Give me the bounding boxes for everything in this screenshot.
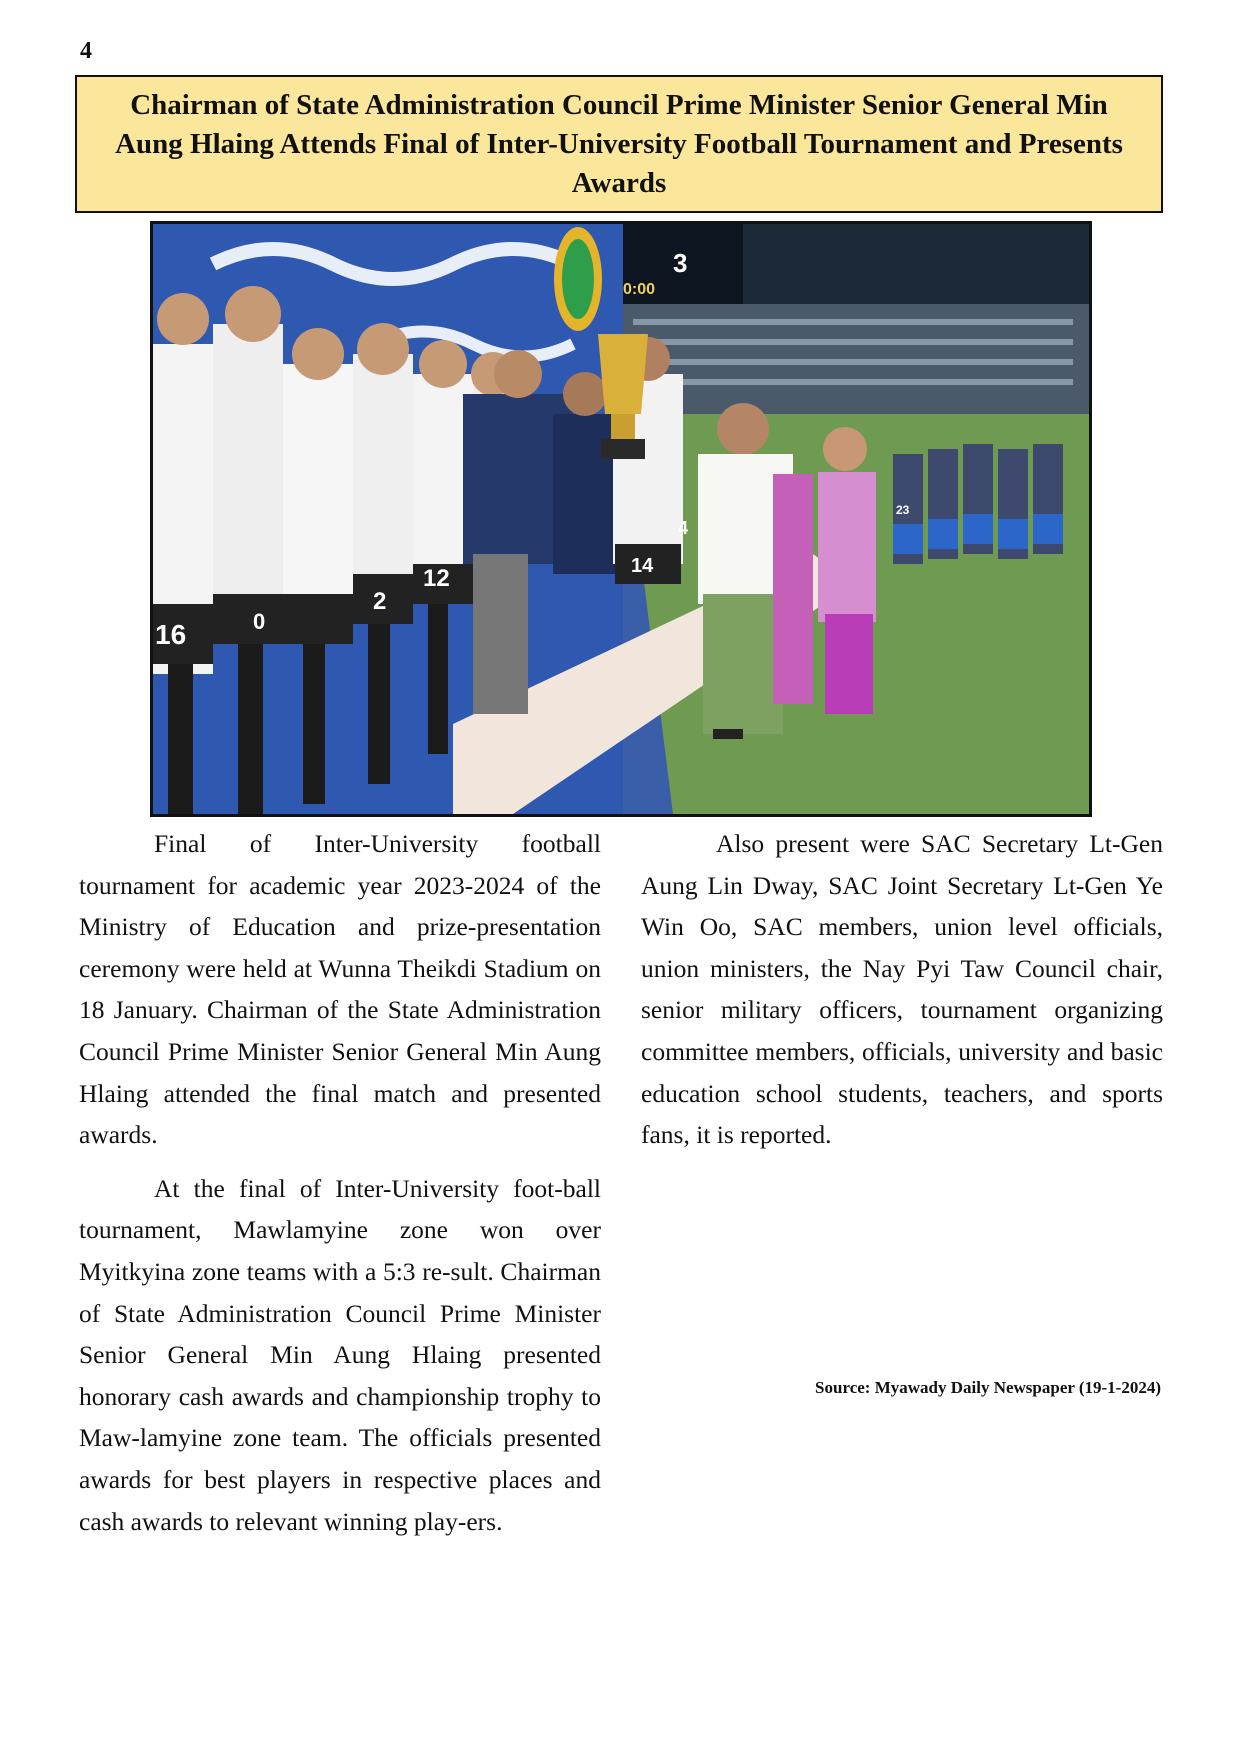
jersey-number: 23 [896, 503, 910, 517]
emblem-inner [562, 239, 594, 319]
article-paragraph: Also present were SAC Secretary Lt-Gen Aung Lin Dway, SAC Joint Secretary Lt-Gen Ye Win Oo, SAC members, union level officials, union ministers, the Nay Pyi Taw Council chair, senior military officers, tournament organizing committee members, officials, university and basic education school students, teachers, and sports fans, it is reported. [641, 829, 1163, 1150]
article-paragraph: Final of Inter-University football tournament for academic year 2023-2024 of the Ministry of Education and prize-presentation ceremony were held at Wunna Theikdi Stadium on 18 January. Chairman of the State Administration Council Prime Minister Senior General Min Aung Hlaing attended the final match and presented awards. [79, 829, 601, 1150]
jersey-number: 16 [155, 619, 187, 650]
award-ceremony-photo [150, 221, 1092, 817]
jersey-number: 14 [631, 555, 654, 577]
jersey-number: 4 [678, 518, 689, 538]
article-column-left [79, 823, 601, 1542]
scoreboard-clock: 0:00 [623, 281, 656, 298]
source-credit: Source: Myawady Daily Newspaper (19-1-2024) [815, 1378, 1161, 1397]
trophy [598, 334, 648, 459]
headline: Chairman of State Administration Council Prime Minister Senior General Min Aung Hlaing Attends Final of Inter-University Football Tournament and Presents Awards [115, 88, 1123, 199]
scoreboard-score: 3 [673, 248, 688, 278]
article-column-right [641, 823, 1163, 1156]
jersey-number: 12 [423, 565, 450, 592]
headline-box [75, 75, 1163, 213]
page-number: 4 [80, 38, 92, 64]
article-paragraph: At the final of Inter-University foot-ball tournament, Mawlamyine zone won over Myitkyina zone teams with a 5:3 re-sult. Chairman of State Administration Council Prime Minister Senior General Min Aung Hlaing presented honorary cash awards and championship trophy to Maw-lamyine zone team. The officials presented awards for best players in respective places and cash awards to relevant winning play-ers. [79, 1173, 601, 1536]
jersey-number: 0 [253, 609, 266, 634]
jersey-number: 2 [373, 588, 387, 615]
